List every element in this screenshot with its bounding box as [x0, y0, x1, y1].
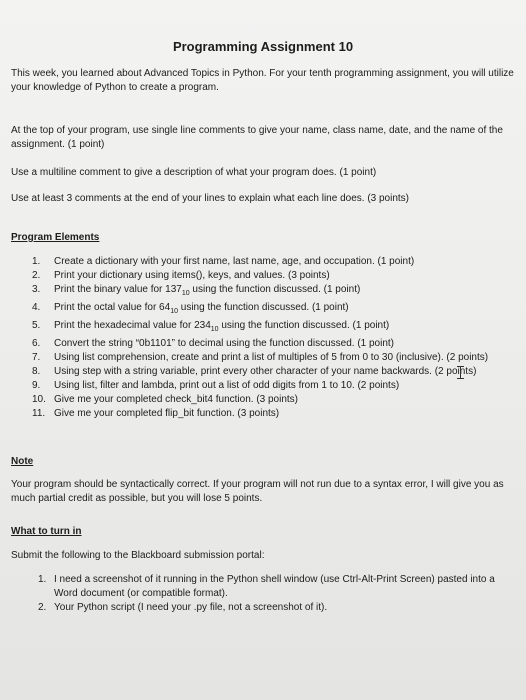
list-item: 5. Print the hexadecimal value for $234_{10}$ using the function discussed. (1 point): [32, 320, 390, 333]
list-item: 10. Give me your completed check_bit4 function. (3 points): [32, 394, 299, 405]
list-item: 9. Using list, filter and lambda, print out a list of odd digits from 1 to 10. (2 points): [32, 380, 400, 391]
list-item: 4. Print the octal value for $64_{10}$ using the function discussed. (1 point): [32, 302, 349, 315]
page-title: Programming Assignment 10: [172, 39, 354, 54]
instruction-comments-header: At the top of your program, use single line comments to give your name, class name, date, and the name of the assignment. (1 point): [11, 125, 503, 150]
program-elements-heading: Program Elements: [11, 232, 100, 243]
turn-in-list: [38, 573, 520, 615]
list-item: 3. Print the binary value for $137_{10}$ using the function discussed. (1 point): [32, 284, 361, 297]
list-item: 1. I need a screenshot of it running in the Python shell window (use Ctrl-Alt-Print Screen) pasted into a Word document (or compatible format).: [38, 574, 495, 599]
instruction-multiline-comment: Use a multiline comment to give a description of what your program does. (1 point): [11, 167, 377, 178]
turn-in-heading: What to turn in: [11, 526, 82, 537]
program-elements-list: [32, 255, 524, 421]
turn-in-intro: Submit the following to the Blackboard submission portal:: [11, 550, 265, 561]
list-item: 2. Print your dictionary using items(), keys, and values. (3 points): [32, 270, 330, 281]
note-heading: Note: [11, 456, 34, 467]
list-item: 11. Give me your completed flip_bit function. (3 points): [32, 408, 280, 419]
list-item: 2. Your Python script (I need your .py file, not a screenshot of it).: [38, 602, 328, 613]
list-item: 8. Using step with a string variable, print every other character of your name backwards. (2 points): [32, 366, 477, 377]
list-item: 1. Create a dictionary with your first name, last name, age, and occupation. (1 point): [32, 256, 415, 267]
text-cursor-icon: [460, 366, 467, 379]
list-item: 6. Convert the string “0b1101” to decimal using the function discussed. (1 point): [32, 338, 394, 349]
intro-paragraph: This week, you learned about Advanced Topics in Python. For your tenth programming assignment, you will utilize your knowledge of Python to create a program.: [11, 68, 514, 93]
list-item: 7. Using list comprehension, create and print a list of multiples of 5 from 0 to 30 (inclusive). (2 points): [32, 352, 489, 363]
instruction-line-comments: Use at least 3 comments at the end of your lines to explain what each line does. (3 points): [11, 193, 409, 204]
note-paragraph: Your program should be syntactically correct. If your program will not run due to a syntax error, I will give you as much partial credit as possible, but you will lose 5 points.: [11, 479, 504, 504]
